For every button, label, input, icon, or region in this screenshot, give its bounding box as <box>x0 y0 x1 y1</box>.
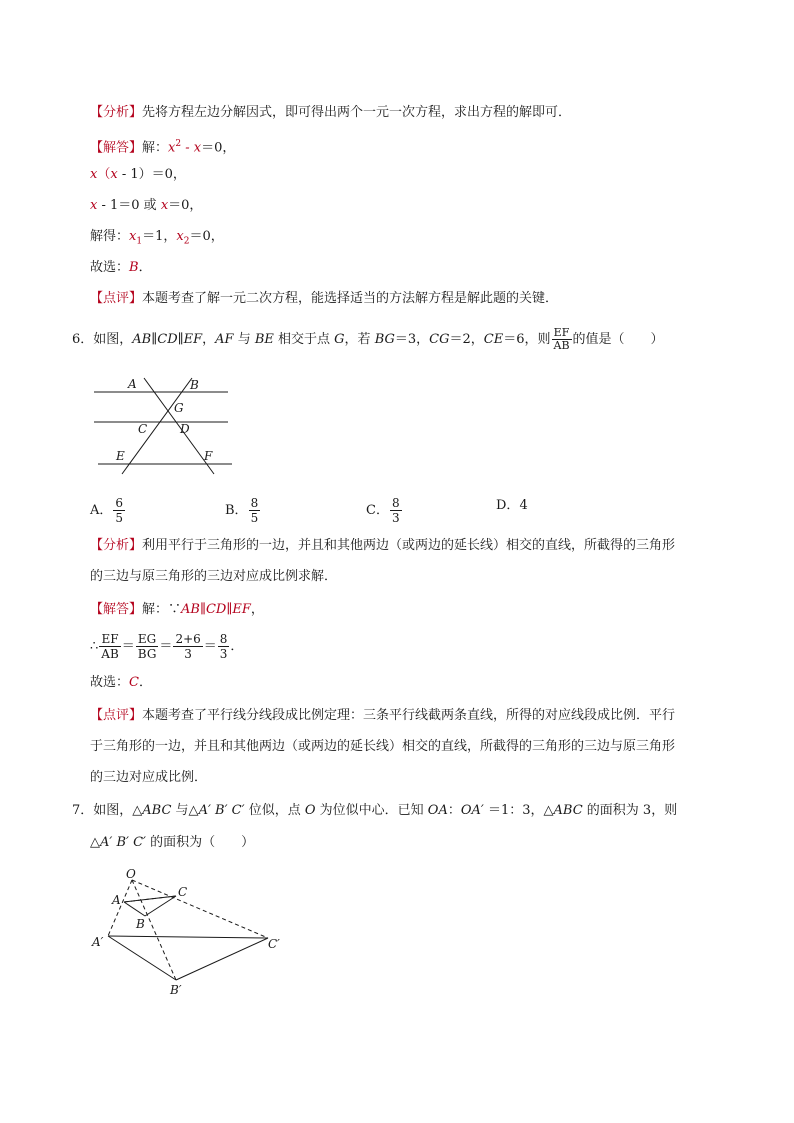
choose-lead: 故选： <box>90 675 130 690</box>
fraction-ef-ab <box>552 327 572 352</box>
frac-result <box>218 632 230 661</box>
term: - x <box>181 140 202 156</box>
exponent: 2 <box>175 139 182 149</box>
label-B: B <box>136 917 145 931</box>
q7-figure <box>88 866 288 1001</box>
option-fraction <box>249 496 261 525</box>
frac-ef-ab <box>99 632 120 661</box>
q5-answer <box>90 134 235 158</box>
stem-var: O <box>304 803 316 818</box>
rest: - 1＝0 或 <box>97 198 161 213</box>
comment-text: 于三角形的一边，并且和其他两边（或两边的延长线）相交的直线，所截得的三角形的三边与原三角形 <box>90 739 676 754</box>
comment-text: 的三边对应成比例． <box>90 770 208 785</box>
q6-comment <box>90 706 675 726</box>
stem-text: △ <box>90 835 100 850</box>
stem-var: ABC <box>142 803 172 818</box>
stem-var: AB∥CD∥EF <box>132 332 203 347</box>
stem-var: BE <box>254 332 274 347</box>
var-x1: x <box>129 229 137 244</box>
var-x: x <box>160 198 169 213</box>
q6-analysis <box>90 536 675 556</box>
frac-num: 8 <box>219 632 228 646</box>
var-x: x <box>90 198 98 213</box>
answer-end: ， <box>250 602 264 617</box>
q6-choose <box>90 673 152 693</box>
option-b[interactable] <box>225 496 261 525</box>
val1: ＝1， <box>142 229 177 244</box>
label-C-prime: C′ <box>268 937 280 951</box>
choose-value: B <box>129 260 139 275</box>
sol-lead: 解得： <box>90 229 130 244</box>
frac-den: 3 <box>219 647 228 661</box>
stem-text: 相交于点 <box>273 332 335 347</box>
q6-calculation <box>90 632 243 661</box>
calc-end: ． <box>230 639 244 654</box>
stem-var: A′ B′ C′ <box>100 835 147 850</box>
option-text: 4 <box>519 498 528 513</box>
label-C: C <box>178 885 188 899</box>
q6-comment-cont2 <box>90 768 207 788</box>
choose-end: ． <box>138 675 152 690</box>
frac-sum <box>173 632 202 661</box>
stem-text: ， <box>202 332 216 347</box>
choose-value: C <box>129 675 139 690</box>
analysis-text: 先将方程左边分解因式，即可得出两个一元一次方程，求出方程的解即可． <box>142 105 572 120</box>
equals: ＝ <box>203 639 217 654</box>
rest: - 1）＝0， <box>117 167 186 182</box>
stem-text: 与 <box>233 332 255 347</box>
analysis-text: 利用平行于三角形的一边，并且和其他两边（或两边的延长线）相交的直线，所截得的三角形 <box>142 538 676 553</box>
option-label: B． <box>225 503 248 518</box>
q6-stem <box>72 327 664 352</box>
answer-tag: 【解答】 <box>90 140 143 156</box>
sub1: 1 <box>136 236 143 247</box>
q5-comment <box>90 289 558 309</box>
option-label: A． <box>90 503 113 518</box>
stem-var: A′ B′ C′ <box>198 803 245 818</box>
frac-den: 5 <box>250 511 259 525</box>
option-fraction <box>390 496 402 525</box>
stem-var: CG <box>429 332 450 347</box>
q7-stem-cont <box>90 833 254 853</box>
option-fraction <box>113 496 125 525</box>
equals-zero: ＝0， <box>168 198 203 213</box>
frac-den: AB <box>553 339 570 352</box>
label-D: D <box>180 422 190 436</box>
option-c[interactable] <box>366 496 403 525</box>
stem-var: CE <box>483 332 504 347</box>
frac-num: EF <box>552 327 572 340</box>
stem-var: OA <box>427 803 448 818</box>
frac-num: 8 <box>250 496 259 510</box>
stem-text: ＝1：3，△ <box>483 803 554 818</box>
stem-text: ＝6，则 <box>503 332 551 347</box>
label-A: A <box>112 893 121 907</box>
analysis-tag: 【分析】 <box>90 105 143 120</box>
equals: ＝ <box>121 639 135 654</box>
label-F: F <box>204 449 213 463</box>
question-number: 6． <box>72 332 94 347</box>
comment-tag: 【点评】 <box>90 708 143 723</box>
answer-condition: AB∥CD∥EF <box>181 602 251 617</box>
q6-comment-cont1 <box>90 737 675 757</box>
q5-step2 <box>90 165 186 185</box>
val2: ＝0， <box>189 229 224 244</box>
stem-text: ： <box>447 803 461 818</box>
q6-figure <box>88 370 238 480</box>
stem-var: ABC <box>553 803 583 818</box>
stem-text: ，若 <box>344 332 375 347</box>
label-C: C <box>138 422 148 436</box>
stem-text: 位似，点 <box>244 803 305 818</box>
label-B-prime: B′ <box>170 983 182 997</box>
frac-num: EG <box>136 632 159 647</box>
stem-text: ＝3， <box>394 332 430 347</box>
stem-text: 如图，△ <box>93 803 143 818</box>
stem-var: OA′ <box>460 803 484 818</box>
frac-den: AB <box>101 647 119 661</box>
question-number: 7． <box>72 803 94 818</box>
stem-text: 的面积为（ ） <box>146 835 255 850</box>
q5-choose <box>90 258 152 278</box>
label-A-prime: A′ <box>92 935 104 949</box>
answer-tag: 【解答】 <box>90 602 143 617</box>
label-O: O <box>126 867 136 881</box>
comment-text: 本题考查了解一元二次方程，能选择适当的方法解方程是解此题的关键． <box>142 291 559 306</box>
frac-den: 5 <box>115 511 124 525</box>
frac-den: BG <box>137 647 157 661</box>
option-a[interactable] <box>90 496 126 525</box>
choose-end: ． <box>138 260 152 275</box>
label-G: G <box>174 401 184 415</box>
therefore-symbol: ∴ <box>90 639 99 654</box>
q7-stem <box>72 801 677 821</box>
label-A: A <box>128 377 137 391</box>
equals: ＝ <box>159 639 173 654</box>
stem-text: 如图， <box>93 332 133 347</box>
q5-step3 <box>90 196 202 216</box>
stem-text: 的面积为 3，则 <box>582 803 678 818</box>
frac-num: 2+6 <box>175 632 201 646</box>
q5-analysis <box>90 103 571 123</box>
stem-text: 为位似中心．已知 <box>315 803 428 818</box>
stem-text: ＝2， <box>449 332 484 347</box>
analysis-tag: 【分析】 <box>90 538 143 553</box>
option-d[interactable] <box>496 496 528 516</box>
q5-solution <box>90 227 224 252</box>
stem-var: AF <box>215 332 234 347</box>
q6-answer <box>90 600 264 620</box>
var-x: x <box>110 167 118 182</box>
var-x: x <box>90 167 98 182</box>
stem-var: G <box>334 332 345 347</box>
frac-den: 3 <box>184 647 192 661</box>
sub2: 2 <box>183 236 190 247</box>
frac-num: EF <box>99 632 120 647</box>
choose-lead: 故选： <box>90 260 130 275</box>
paren: （ <box>97 167 111 182</box>
frac-num: 8 <box>391 496 400 510</box>
option-label: C． <box>366 503 389 518</box>
frac-den: 3 <box>391 511 400 525</box>
comment-tag: 【点评】 <box>90 291 143 306</box>
stem-text: 与△ <box>171 803 199 818</box>
answer-lead: 解：∵ <box>142 602 182 617</box>
frac-eg-bg <box>136 632 159 661</box>
stem-var: BG <box>374 332 395 347</box>
comment-text: 本题考查了平行线分线段成比例定理：三条平行线截两条直线，所得的对应线段成比例．平行 <box>142 708 676 723</box>
analysis-text: 的三边与原三角形的三边对应成比例求解． <box>90 569 338 584</box>
stem-text: 的值是（ ） <box>572 332 664 347</box>
var-x: x <box>168 140 176 156</box>
label-E: E <box>116 449 125 463</box>
answer-lead: 解： <box>142 140 169 156</box>
q6-analysis-cont <box>90 567 337 587</box>
label-B: B <box>190 378 199 392</box>
option-label: D． <box>496 498 520 513</box>
equals-zero: ＝0， <box>201 140 236 156</box>
frac-num: 6 <box>115 496 124 510</box>
var-x2: x <box>176 229 184 244</box>
